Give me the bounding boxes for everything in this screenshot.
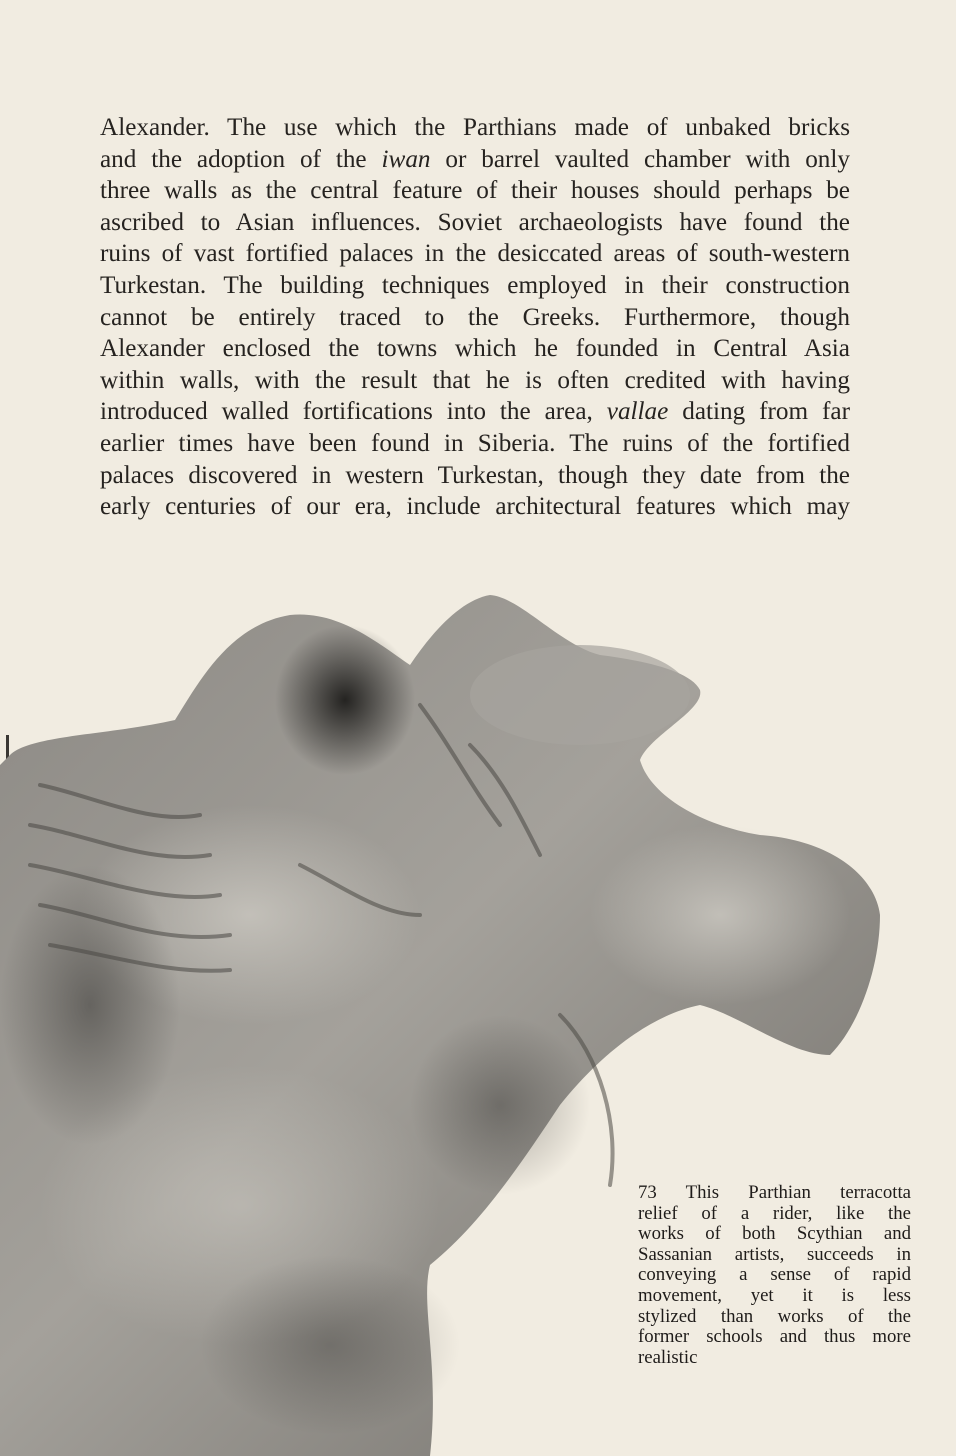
caption-line: realistic <box>638 1346 698 1368</box>
text-line: within walls, with the result that he is often credited with having <box>100 366 850 394</box>
text-line: ruins of vast fortified palaces in the desiccated areas of south-western <box>100 240 850 268</box>
body-paragraph <box>100 112 850 523</box>
caption-line: 73 This Parthian terracotta <box>638 1182 911 1203</box>
caption-line: former schools and thus more <box>638 1326 911 1348</box>
text-line: three walls as the central feature of their houses should perhaps be <box>100 177 850 205</box>
relief-horse-head <box>470 645 690 745</box>
text-line: Alexander. The use which the Parthians made of unbaked bricks <box>100 114 850 141</box>
caption-line: works of both Scythian and <box>638 1223 911 1245</box>
caption-line: Sassanian artists, succeeds in <box>638 1243 911 1265</box>
text-line: ascribed to Asian influences. Soviet archaeologists have found the <box>100 208 850 236</box>
text-line: Turkestan. The building techniques employed in their construction <box>100 271 850 299</box>
text-line: Alexander enclosed the towns which he founded in Central Asia <box>100 335 850 363</box>
caption-line: stylized than works of the <box>638 1305 911 1327</box>
text-line: cannot be entirely traced to the Greeks. Furthermore, though <box>100 303 850 331</box>
caption-line: relief of a rider, like the <box>638 1202 911 1224</box>
text-line: introduced walled fortifications into the area, vallae dating from far <box>100 398 851 426</box>
italic-term: iwan <box>381 145 431 173</box>
italic-term: vallae <box>606 398 669 426</box>
text-line: and the adoption of the iwan or barrel vaulted chamber with only <box>100 145 850 173</box>
caption-line: movement, yet it is less <box>638 1284 911 1306</box>
figure-caption <box>638 1183 911 1368</box>
text-line: earlier times have been found in Siberia. The ruins of the fortified <box>100 429 850 457</box>
text-line: early centuries of our era, include architectural features which may <box>100 493 850 521</box>
relief-shadow-head <box>275 625 415 775</box>
caption-line: conveying a sense of rapid <box>638 1264 911 1286</box>
text-line: palaces discovered in western Turkestan, though they date from the <box>100 461 850 489</box>
